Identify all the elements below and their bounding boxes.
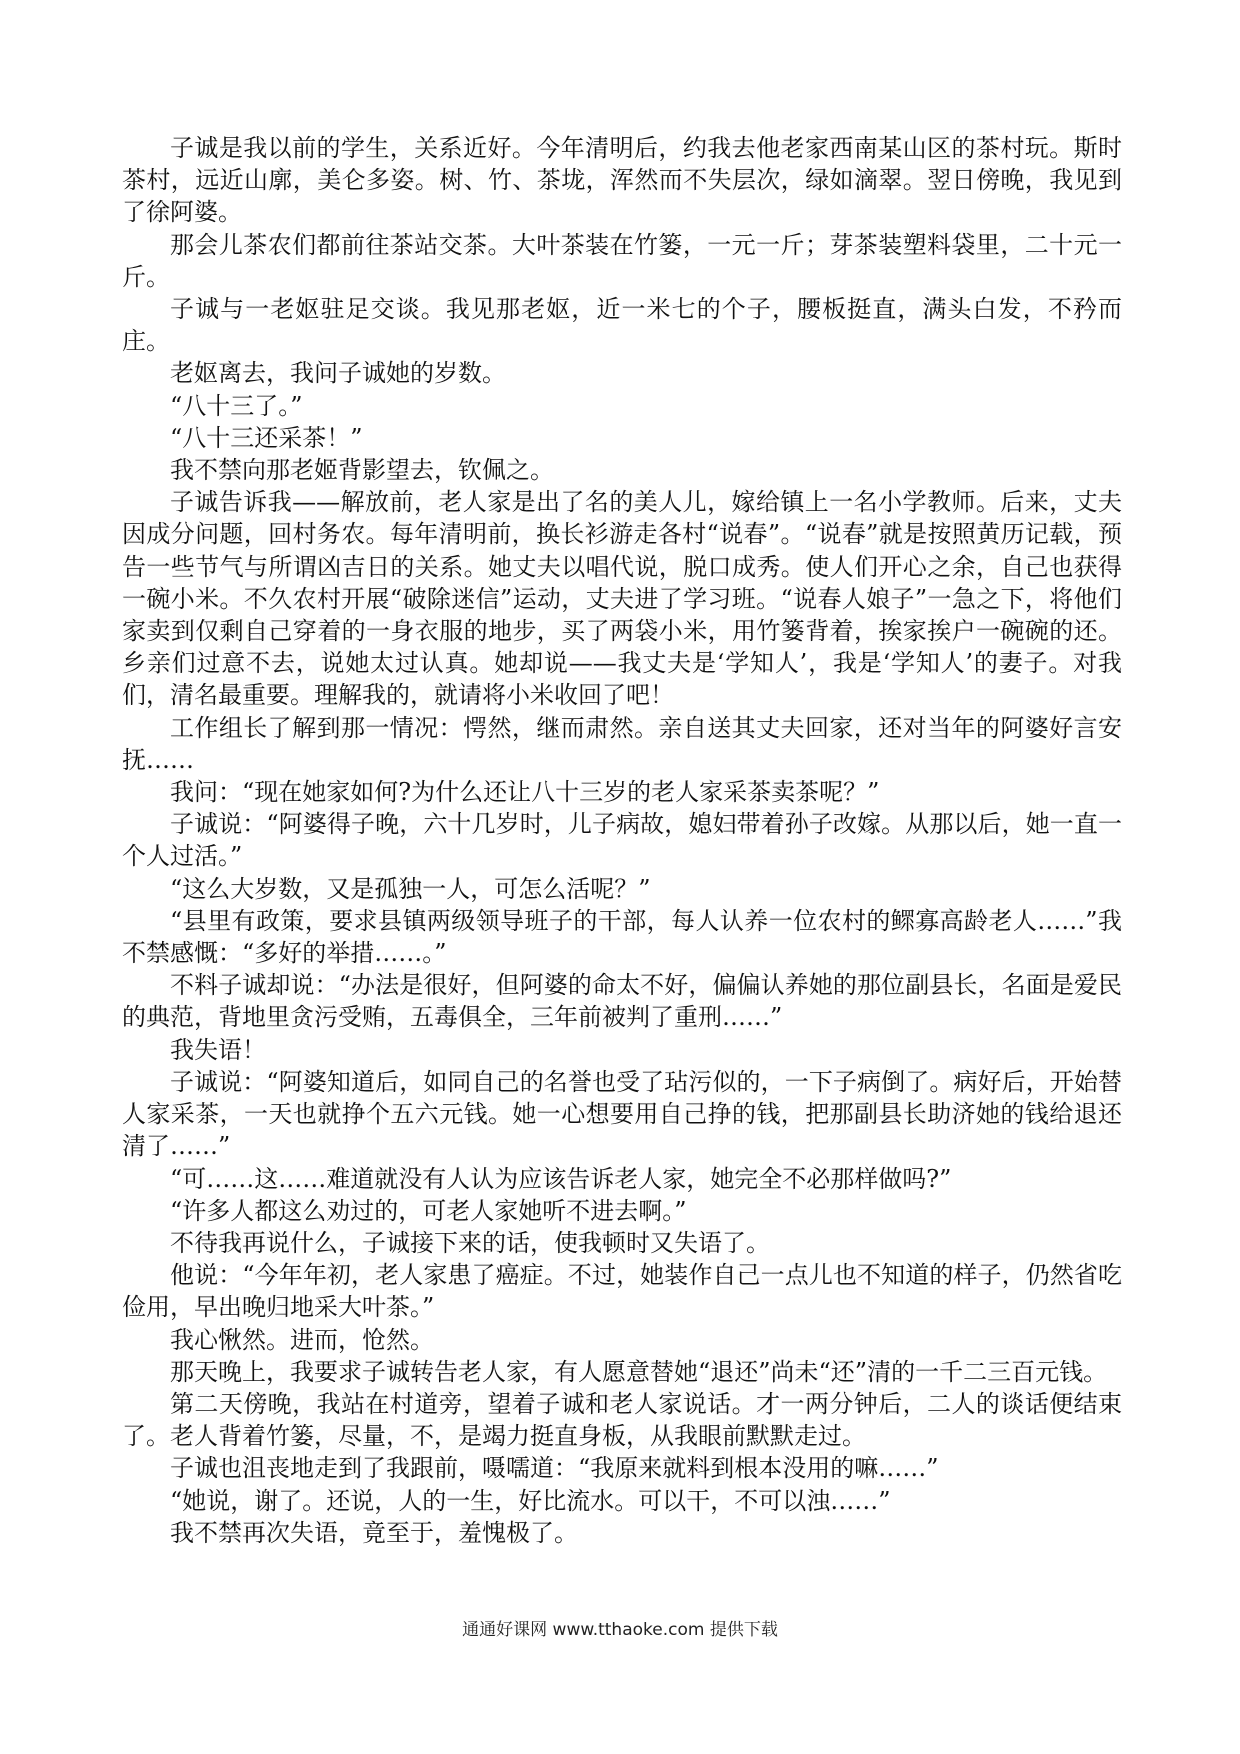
paragraph-9: 工作组长了解到那一情况：愕然，继而肃然。亲自送其丈夫回家，还对当年的阿婆好言安抚…… [122, 713, 1122, 774]
paragraph-25: “她说，谢了。还说，人的一生，好比流水。可以干，不可以浊……” [170, 1486, 891, 1515]
paragraph-12: “这么大岁数，又是孤独一人，可怎么活呢？” [170, 874, 651, 903]
paragraph-20: 他说：“今年年初，老人家患了癌症。不过，她装作自己一点儿也不知道的样子，仍然省吃俭用，早出晚归地采大叶茶。” [122, 1261, 1122, 1322]
paragraph-8: 子诚告诉我——解放前，老人家是出了名的美人儿，嫁给镇上一名小学教师。后来，丈夫因成分问题，回村务农。每年清明前，换长衫游走各村“说春”。“说春”就是按照黄历记载，预告一些节气与所谓凶吉日的关系。她丈夫以唱代说，脱口成秀。使人们开心之余，自己也获得一碗小米。不久农村开展“破除迷信”运动，丈夫进了学习班。“说春人娘子”一急之下，将他们家卖到仅剩自己穿着的一身衣服的地步，买了两袋小米，用竹篓背着，挨家挨户一碗碗的还。乡亲们过意不去，说她太过认真。她却说——我丈夫是‘学知人’，我是‘学知人’的妻子。对我们，清名最重要。理解我的，就请将小米收回了吧！ [122, 488, 1122, 710]
paragraph-19: 不待我再说什么，子诚接下来的话，使我顿时又失语了。 [170, 1228, 770, 1257]
paragraph-23: 第二天傍晚，我站在村道旁，望着子诚和老人家说话。才一两分钟后，二人的谈话便结束了。老人背着竹篓，尽量，不，是竭力挺直身板，从我眼前默默走过。 [122, 1389, 1122, 1451]
paragraph-11: 子诚说：“阿婆得子晚，六十几岁时，儿子病故，媳妇带着孙子改嫁。从那以后，她一直一个人过活。” [122, 810, 1122, 871]
paragraph-3: 子诚与一老妪驻足交谈。我见那老妪，近一米七的个子，腰板挺直，满头白发，不矜而庄。 [122, 295, 1122, 356]
paragraph-4: 老妪离去，我问子诚她的岁数。 [170, 359, 506, 388]
paragraph-26: 我不禁再次失语，竟至于，羞愧极了。 [170, 1518, 578, 1547]
paragraph-21: 我心愀然。进而，怆然。 [170, 1325, 434, 1354]
paragraph-7: 我不禁向那老姬背影望去，钦佩之。 [170, 456, 554, 485]
paragraph-13: “县里有政策，要求县镇两级领导班子的干部，每人认养一位农村的鳏寡高龄老人……”我不禁感慨：“多好的举措……。” [122, 906, 1122, 968]
paragraph-14: 不料子诚却说：“办法是很好，但阿婆的命太不好，偏偏认养她的那位副县长，名面是爱民的典范，背地里贪污受贿，五毒俱全，三年前被判了重刑……” [122, 971, 1122, 1032]
paragraph-6: “八十三还采茶！” [170, 423, 363, 452]
paragraph-1: 子诚是我以前的学生，关系近好。今年清明后，约我去他老家西南某山区的茶村玩。斯时茶村，远近山廓，美仑多姿。树、竹、茶垅，浑然而不失层次，绿如滴翠。翌日傍晚，我见到了徐阿婆。 [122, 134, 1122, 227]
paragraph-10: 我问：“现在她家如何?为什么还让八十三岁的老人家采茶卖茶呢？” [170, 778, 880, 807]
paragraph-22: 那天晚上，我要求子诚转告老人家，有人愿意替她“退还”尚未“还”清的一千二三百元钱。 [170, 1357, 1108, 1386]
paragraph-15: 我失语！ [170, 1035, 266, 1064]
story-text [122, 132, 1122, 1549]
paragraph-18: “许多人都这么劝过的，可老人家她听不进去啊。” [170, 1196, 687, 1225]
paragraph-16: 子诚说：“阿婆知道后，如同自己的名誉也受了玷污似的，一下子病倒了。病好后，开始替人家采茶，一天也就挣个五六元钱。她一心想要用自己挣的钱，把那副县长助济她的钱给退还清了……” [122, 1067, 1122, 1161]
paragraph-17: “可……这……难道就没有人认为应该告诉老人家，她完全不必那样做吗?” [170, 1164, 952, 1193]
paragraph-2: 那会儿茶农们都前往茶站交茶。大叶茶装在竹篓，一元一斤；芽茶装塑料袋里，二十元一斤。 [122, 230, 1122, 291]
paragraph-5: “八十三了。” [170, 391, 303, 420]
paragraph-24: 子诚也沮丧地走到了我跟前，嗫嚅道：“我原来就料到根本没用的嘛……” [170, 1454, 939, 1483]
footer-source-note: 通通好课网 www.tthaoke.com 提供下载 [462, 1620, 778, 1640]
